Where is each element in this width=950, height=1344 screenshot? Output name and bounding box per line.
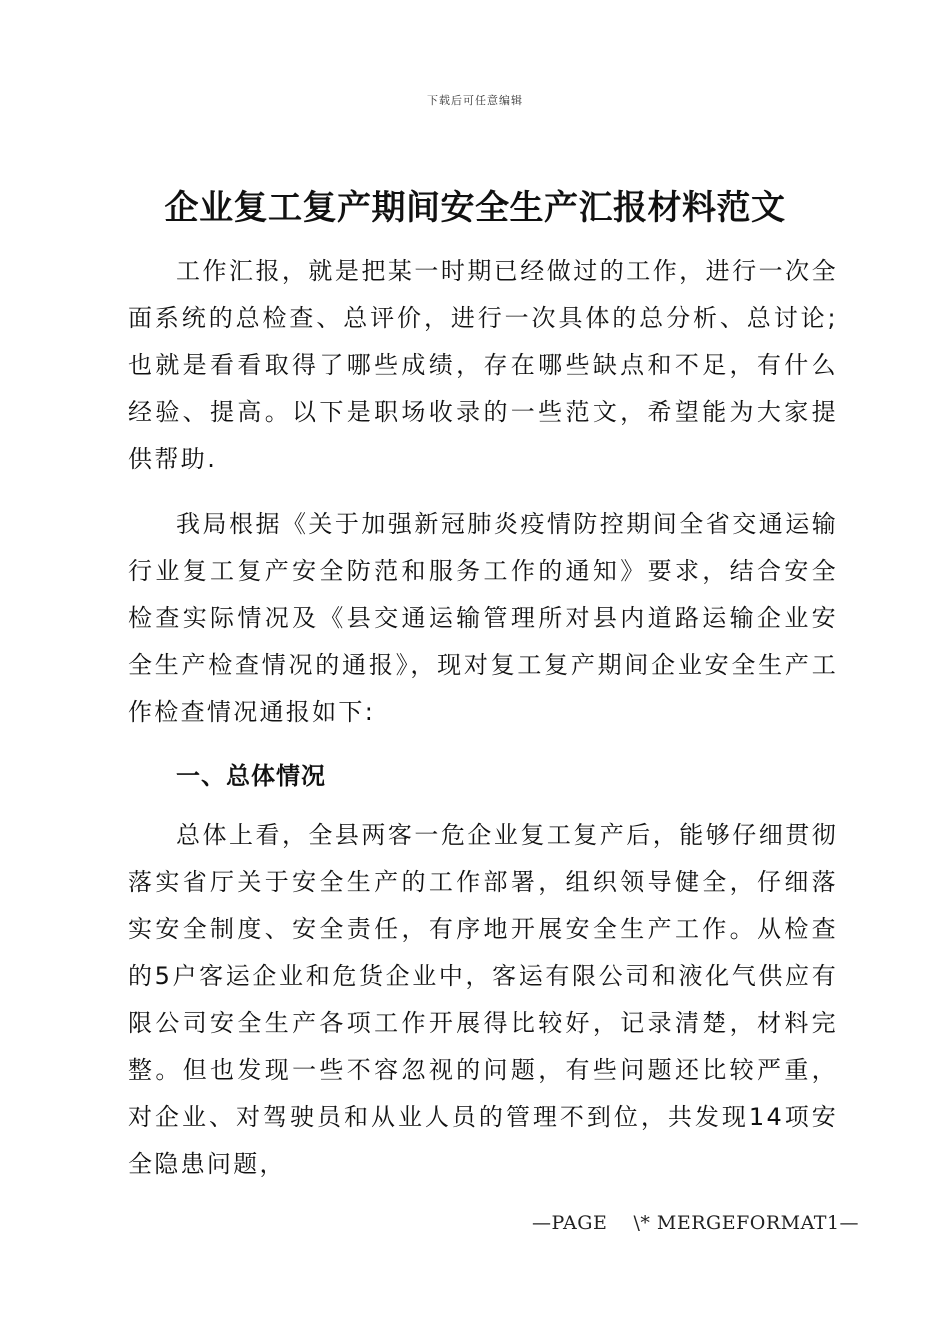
document-body — [128, 248, 838, 1206]
header-note: 下载后可任意编辑 — [427, 94, 523, 107]
overall-paragraph: 总体上看，全县两客一危企业复工复产后，能够仔细贯彻落实省厅关于安全生产的工作部署，组织领导健全，仔细落实安全制度、安全责任，有序地开展安全生产工作。从检查的5户客运企业和危货企业中，客运有限公司和液化气供应有限公司安全生产各项工作开展得比较好，记录清楚，材料完整。但也发现一些不容忽视的问题，有些问题还比较严重，对企业、对驾驶员和从业人员的管理不到位，共发现14项安全隐患问题， — [128, 821, 838, 1178]
page-number-field: —PAGE \* MERGEFORMAT1— — [532, 1212, 860, 1234]
notice-paragraph: 我局根据《关于加强新冠肺炎疫情防控期间全省交通运输行业复工复产安全防范和服务工作的通知》要求，结合安全检查实际情况及《县交通运输管理所对县内道路运输企业安全生产检查情况的通报》，现对复工复产期间企业安全生产工作检查情况通报如下: — [128, 510, 838, 726]
document-title: 企业复工复产期间安全生产汇报材料范文 — [164, 188, 786, 228]
section-heading-overall: 一、总体情况 — [176, 762, 326, 790]
intro-paragraph: 工作汇报，就是把某一时期已经做过的工作，进行一次全面系统的总检查、总评价，进行一次具体的总分析、总讨论;也就是看看取得了哪些成绩，存在哪些缺点和不足，有什么经验、提高。以下是职场收录的一些范文，希望能为大家提供帮助. — [128, 257, 838, 473]
